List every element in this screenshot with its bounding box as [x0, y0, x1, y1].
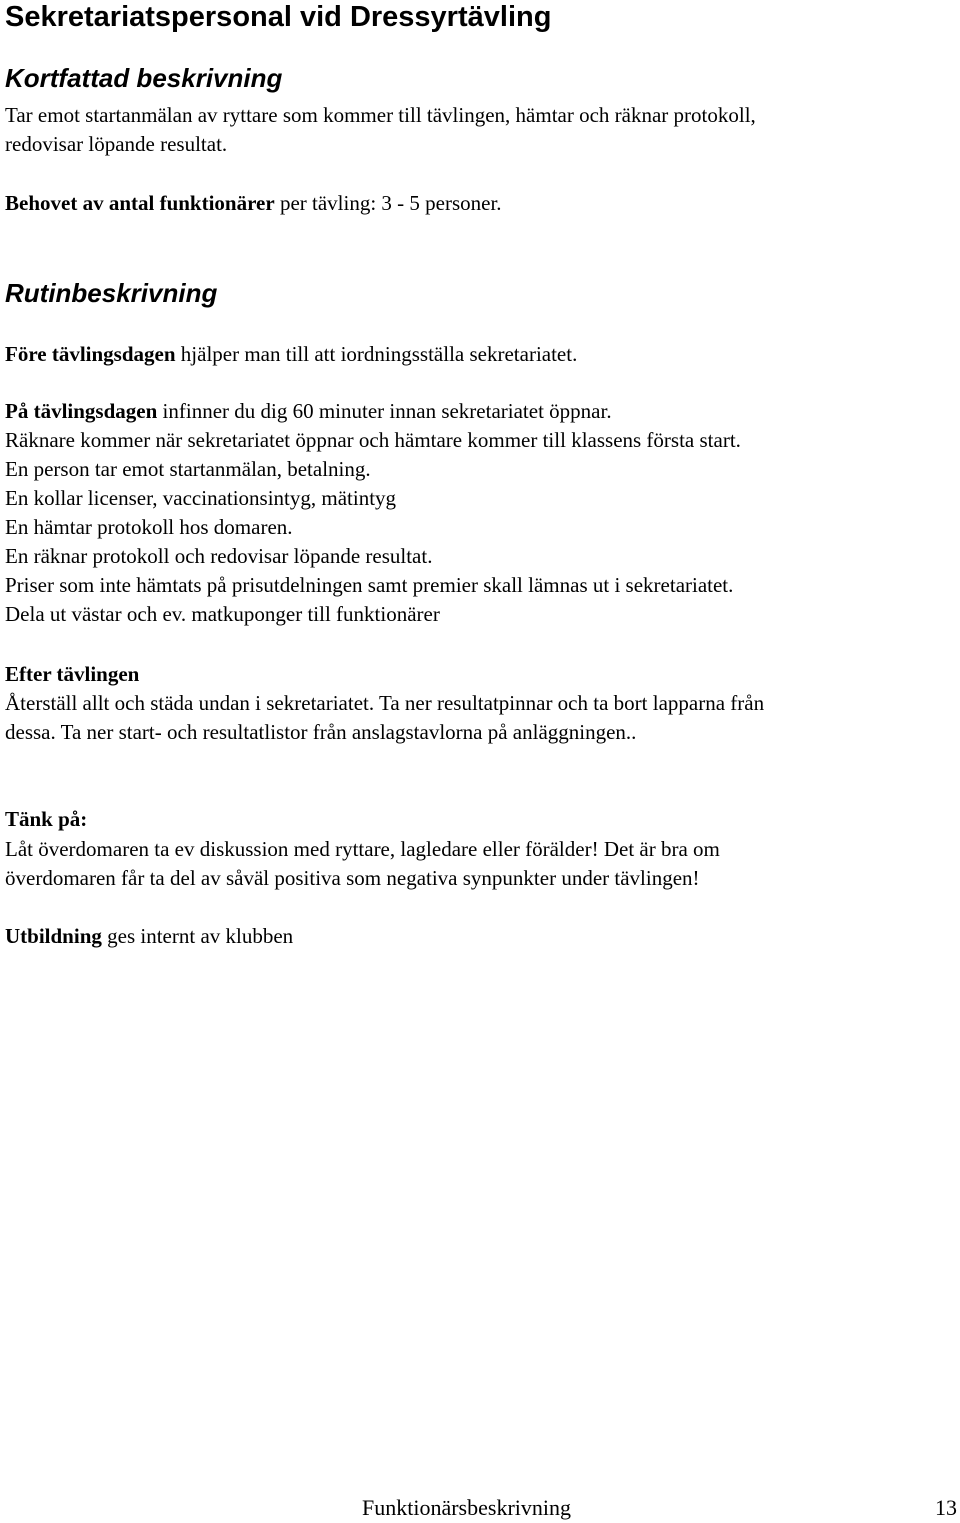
think-heading: Tänk på:: [5, 807, 88, 831]
summary-heading: Kortfattad beskrivning: [5, 63, 283, 93]
before-day-line: [5, 340, 577, 369]
routine-line-1: Räknare kommer när sekretariatet öppnar och hämtare kommer till klassens första start.: [5, 428, 741, 452]
before-day-label: Före tävlingsdagen: [5, 342, 176, 366]
after-heading: Efter tävlingen: [5, 662, 140, 686]
page-title: Sekretariatspersonal vid Dressyrtävling: [5, 1, 552, 33]
competition-day-line: [5, 397, 612, 426]
routine-line-2: En person tar emot startanmälan, betalning.: [5, 457, 371, 481]
competition-day-text: infinner du dig 60 minuter innan sekretariatet öppnar.: [157, 399, 612, 423]
routine-heading: Rutinbeskrivning: [5, 278, 218, 308]
staff-count-label: Behovet av antal funktionärer: [5, 191, 275, 215]
competition-day-label: På tävlingsdagen: [5, 399, 158, 423]
think-line-2: överdomaren får ta del av såväl positiva som negativa synpunkter under tävlingen!: [5, 866, 700, 890]
staff-count-value: per tävling: 3 - 5 personer.: [274, 191, 502, 215]
routine-line-5: En räknar protokoll och redovisar löpande resultat.: [5, 544, 433, 568]
think-line-1: Låt överdomaren ta ev diskussion med ryttare, lagledare eller förälder! Det är bra om: [5, 837, 720, 861]
education-line: [5, 922, 293, 951]
routine-line-6: Priser som inte hämtats på prisutdelningen samt premier skall lämnas ut i sekretariatet.: [5, 573, 734, 597]
routine-line-3: En kollar licenser, vaccinationsintyg, mätintyg: [5, 486, 397, 510]
staff-count-line: [5, 189, 502, 218]
after-line-1: Återställ allt och städa undan i sekretariatet. Ta ner resultatpinnar och ta bort lapparna från: [5, 691, 765, 715]
education-label: Utbildning: [5, 924, 102, 948]
summary-line-1: Tar emot startanmälan av ryttare som kommer till tävlingen, hämtar och räknar protokoll,: [5, 103, 756, 127]
routine-line-4: En hämtar protokoll hos domaren.: [5, 515, 293, 539]
summary-line-2: redovisar löpande resultat.: [5, 132, 228, 156]
education-text: ges internt av klubben: [101, 924, 294, 948]
page-number: 13: [935, 1495, 957, 1520]
before-day-text: hjälper man till att iordningsställa sekretariatet.: [175, 342, 578, 366]
after-line-2: dessa. Ta ner start- och resultatlistor från anslagstavlorna på anläggningen..: [5, 720, 637, 744]
footer-label: Funktionärsbeskrivning: [362, 1495, 571, 1520]
routine-line-7: Dela ut västar och ev. matkuponger till funktionärer: [5, 602, 440, 626]
